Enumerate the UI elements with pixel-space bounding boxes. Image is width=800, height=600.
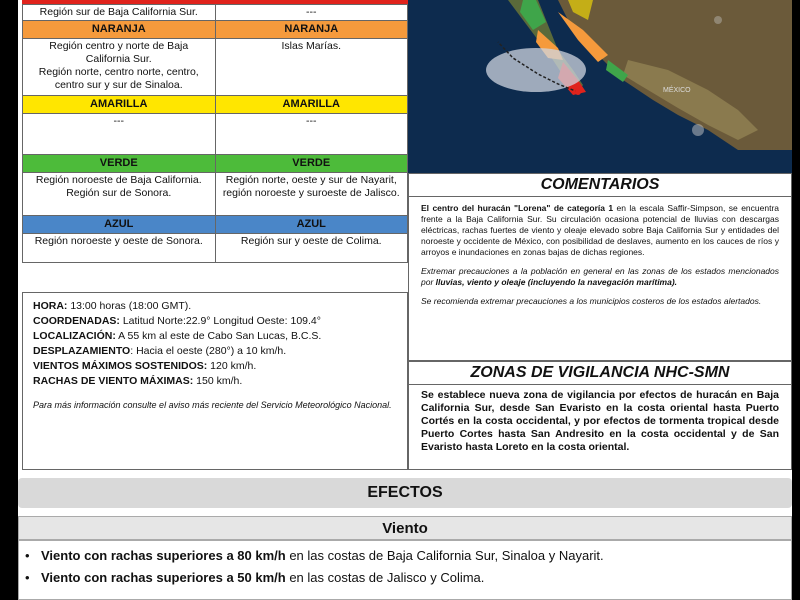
- alert-cell-right: ---: [215, 114, 408, 155]
- table-row: [23, 216, 408, 234]
- effect-emphasis: Viento con rachas superiores a 80 km/h: [41, 548, 286, 563]
- rachas-value: 150 km/h.: [193, 375, 243, 387]
- alert-table: [22, 4, 408, 263]
- comentarios-text: en la escala Saffir-Simpson, se encuentra frente a la Baja California Sur. Su circulación ocasiona potencial de lluvias con descargas eléctricas, rachas fuertes de viento y oleaje elevado sobre Baja California Sur y entidades del noroeste y occidente de México, con posibilidad de deslaves, aumento en los cauces de ríos y arroyos e inundaciones en zonas bajas de dichas regiones.: [421, 203, 779, 257]
- table-row: [23, 5, 408, 21]
- level-header: VERDE: [23, 155, 216, 173]
- comentarios-paragraph-2: [421, 266, 779, 288]
- precaution-emphasis: lluvias, viento y oleaje (incluyendo la navegación marítima).: [435, 277, 678, 287]
- comentarios-paragraph-1: [421, 203, 779, 258]
- level-header: AZUL: [23, 216, 216, 234]
- desp-label: DESPLAZAMIENTO: [33, 345, 131, 357]
- comentarios-body: [409, 197, 791, 321]
- rachas-label: RACHAS DE VIENTO MÁXIMAS:: [33, 375, 194, 387]
- comentarios-paragraph-3: Se recomienda extremar precauciones a los municipios costeros de los estados alertados.: [421, 296, 762, 306]
- alert-cell-left: ---: [23, 114, 216, 155]
- alert-cell-left: Región sur de Baja California Sur.: [23, 5, 216, 21]
- viento-subtitle: Viento: [18, 516, 792, 540]
- bullet-icon: •: [25, 570, 30, 585]
- level-header: NARANJA: [215, 21, 408, 39]
- vientos-value: 120 km/h.: [207, 360, 257, 372]
- vientos-label: VIENTOS MÁXIMOS SOSTENIDOS:: [33, 360, 208, 372]
- bulletin-page: [18, 0, 792, 600]
- table-row: [23, 39, 408, 96]
- table-row: [23, 96, 408, 114]
- info-desplazamiento: [33, 344, 397, 359]
- info-hora: [33, 299, 397, 314]
- table-row: [23, 114, 408, 155]
- forecast-cone: [486, 48, 586, 92]
- effect-text: en las costas de Baja California Sur, Sinaloa y Nayarit.: [285, 548, 604, 563]
- effects-list: [18, 540, 792, 600]
- comentarios-section: [408, 173, 792, 361]
- storm-position-marker: [575, 89, 581, 95]
- coord-value: Latitud Norte:22.9° Longitud Oeste: 109.4°: [119, 315, 321, 327]
- alert-cell-left: Región centro y norte de Baja California Sur. Región norte, centro norte, centro, centro sur y sur de Sinaloa.: [23, 39, 216, 96]
- list-item: [25, 545, 791, 567]
- level-header: AZUL: [215, 216, 408, 234]
- precaution-text: Extremar precauciones a la población en general en las zonas de los estados mencionados por: [421, 266, 779, 287]
- efectos-title: EFECTOS: [18, 478, 792, 508]
- loc-value: A 55 km al este de Cabo San Lucas, B.C.S.: [115, 330, 322, 342]
- map-country-label: MÉXICO: [663, 87, 691, 94]
- info-coordenadas: [33, 314, 397, 329]
- coord-label: COORDENADAS:: [33, 315, 120, 327]
- level-header: AMARILLA: [215, 96, 408, 114]
- alert-cell-right: Región sur y oeste de Colima.: [215, 234, 408, 263]
- desp-value: : Hacia el oeste (280°) a 10 km/h.: [130, 345, 287, 357]
- hora-value: 13:00 horas (18:00 GMT).: [67, 300, 192, 312]
- loc-label: LOCALIZACIÓN:: [33, 330, 116, 342]
- effect-emphasis: Viento con rachas superiores a 50 km/h: [41, 570, 286, 585]
- table-row: [23, 155, 408, 173]
- zonas-text: Se establece nueva zona de vigilancia por efectos de huracán en Baja California Sur, desde San Evaristo en la costa oriental hasta Puerto Cortés en la costa occidental, y por efectos de tormenta tropical desde Puerto Cortes hasta San Andresito en la costa occidental y de San Evaristo hasta Loreto en la costa oriental.: [421, 389, 779, 453]
- info-localizacion: [33, 329, 397, 344]
- table-row: [23, 173, 408, 216]
- comentarios-title: COMENTARIOS: [409, 174, 791, 197]
- effect-text: en las costas de Jalisco y Colima.: [285, 570, 485, 585]
- comentarios-lead: El centro del huracán "Lorena" de categoría 1: [421, 203, 614, 213]
- alert-cell-left: Región noroeste y oeste de Sonora.: [23, 234, 216, 263]
- level-header: VERDE: [215, 155, 408, 173]
- zonas-title: ZONAS DE VIGILANCIA NHC-SMN: [409, 362, 791, 385]
- forecast-map: [408, 0, 792, 173]
- info-vientos: [33, 359, 397, 374]
- table-row: [23, 21, 408, 39]
- bullet-icon: •: [25, 548, 30, 563]
- alert-cell-right: Región norte, oeste y sur de Nayarit, región noroeste y suroeste de Jalisco.: [215, 173, 408, 216]
- level-header: AMARILLA: [23, 96, 216, 114]
- alert-cell-right: ---: [215, 5, 408, 21]
- list-item: [25, 567, 791, 589]
- zonas-vigilancia-section: [408, 361, 792, 470]
- alert-cell-right: Islas Marías.: [215, 39, 408, 96]
- map-graphic: [408, 0, 792, 173]
- hora-label: HORA:: [33, 300, 68, 312]
- table-row: [23, 234, 408, 263]
- alert-cell-left: Región noroeste de Baja California. Región sur de Sonora.: [23, 173, 216, 216]
- alert-panel: [22, 0, 408, 263]
- info-note: Para más información consulte el aviso más reciente del Servicio Meteorológico Nacional.: [33, 400, 392, 410]
- storm-info-box: [22, 292, 408, 470]
- level-header: NARANJA: [23, 21, 216, 39]
- info-rachas: [33, 374, 397, 389]
